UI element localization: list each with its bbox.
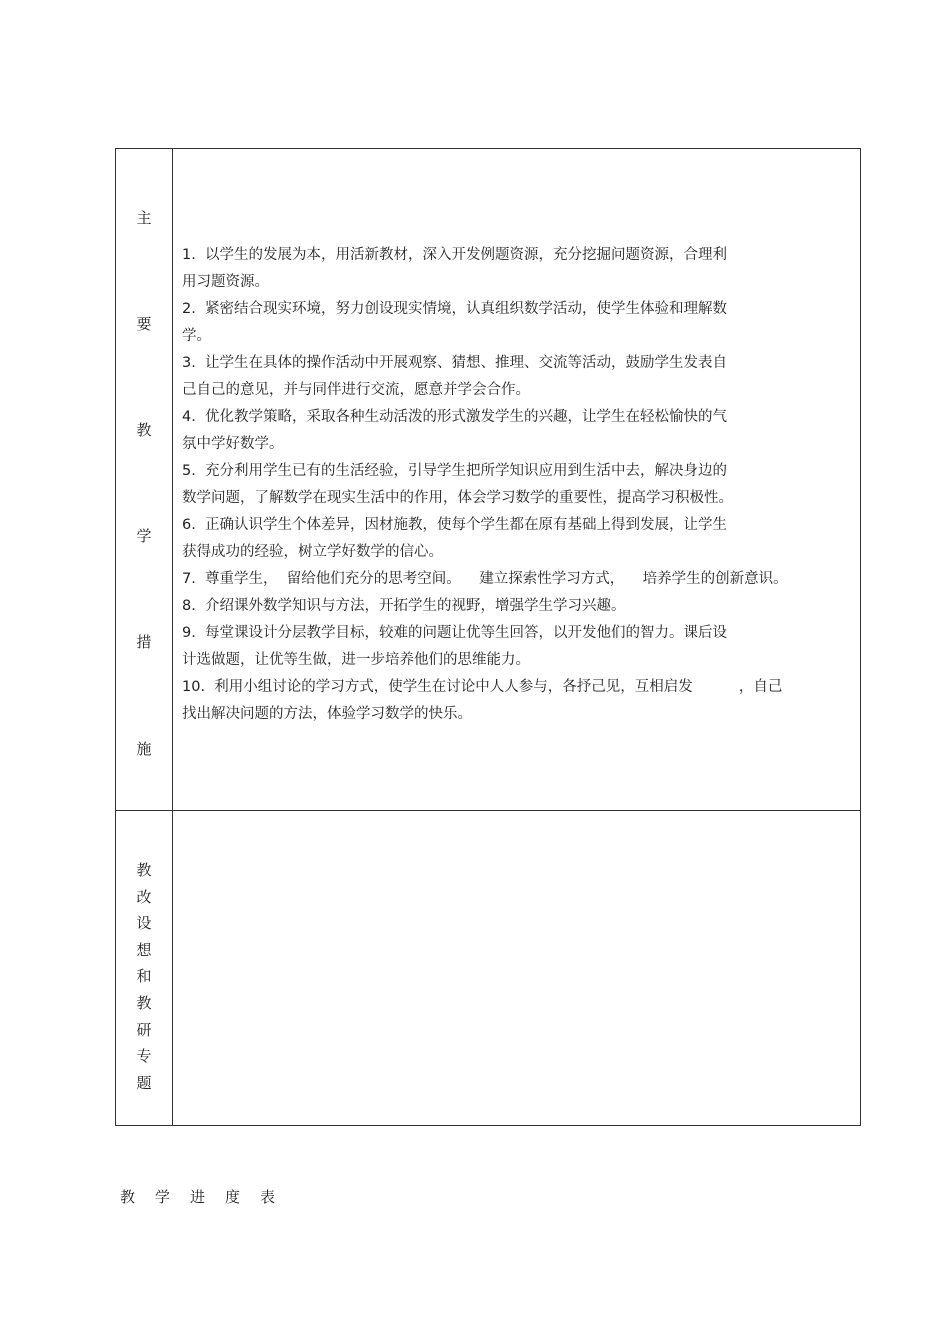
content-line: 数学问题，了解数学在现实生活中的作用，体会学习数学的重要性，提高学习积极性。 — [182, 490, 733, 506]
content-line: 己自己的意见，并与同伴进行交流，愿意并学会合作。 — [182, 382, 530, 398]
content-line: 4. 优化教学策略，采取各种生动活泼的形式激发学生的兴趣，让学生在轻松愉快的气 — [182, 409, 728, 425]
content-line: 8. 介绍课外数学知识与方法，开拓学生的视野，增强学生学习兴趣。 — [182, 598, 626, 614]
section2-label-char: 专 — [136, 1047, 152, 1066]
row-divider — [116, 810, 860, 811]
content-line: 用习题资源。 — [182, 274, 269, 290]
section2-label-char: 研 — [136, 1020, 152, 1039]
section1-content — [182, 242, 802, 728]
measures-table — [115, 148, 861, 1126]
content-line: 获得成功的经验，树立学好数学的信心。 — [182, 544, 443, 560]
content-line: 2. 紧密结合现实环境，努力创设现实情境，认真组织数学活动，使学生体验和理解数 — [182, 301, 728, 317]
section1-label-char: 要 — [136, 315, 152, 333]
content-line: 氛中学好数学。 — [182, 436, 284, 452]
content-line: 3. 让学生在具体的操作活动中开展观察、猜想、推理、交流等活动，鼓励学生发表自 — [182, 355, 728, 371]
section2-label-char: 改 — [136, 887, 152, 906]
section1-label-char: 教 — [136, 421, 152, 439]
content-line: 5. 充分利用学生已有的生活经验，引导学生把所学知识应用到生活中去，解决身边的 — [182, 463, 728, 479]
section2-label-char: 教 — [136, 861, 152, 879]
schedule-title: 教学进度表 — [120, 1188, 296, 1206]
section2-label-char: 想 — [136, 940, 152, 959]
content-line: 6. 正确认识学生个体差异，因材施教，使每个学生都在原有基础上得到发展，让学生 — [182, 517, 728, 533]
section1-label-char: 学 — [136, 527, 152, 545]
section2-label-char: 和 — [136, 967, 152, 986]
section1-label-char: 措 — [136, 633, 152, 651]
section2-label-char: 教 — [136, 993, 152, 1012]
section1-label-char: 主 — [136, 209, 152, 227]
section2-label-char: 设 — [136, 914, 152, 933]
column-divider — [172, 149, 173, 1125]
content-line: 1. 以学生的发展为本，用活新教材，深入开发例题资源，充分挖掘问题资源，合理利 — [182, 247, 728, 263]
section2-label — [116, 857, 172, 1096]
content-line: 找出解决问题的方法，体验学习数学的快乐。 — [182, 706, 472, 722]
content-line: 计选做题，让优等生做，进一步培养他们的思维能力。 — [182, 652, 530, 668]
content-line: 9. 每堂课设计分层教学目标，较难的问题让优等生回答，以开发他们的智力。课后设 — [182, 625, 728, 641]
content-line: 10. 利用小组讨论的学习方式，使学生在讨论中人人参与，各抒己见，互相启发 ，自己 — [182, 679, 783, 695]
section1-label-char: 施 — [136, 740, 152, 758]
content-line: 学。 — [182, 328, 211, 344]
content-line: 7. 尊重学生， 留给他们充分的思考空间。 建立探索性学习方式， 培养学生的创新意识。 — [182, 571, 788, 587]
section2-label-char: 题 — [136, 1073, 152, 1092]
